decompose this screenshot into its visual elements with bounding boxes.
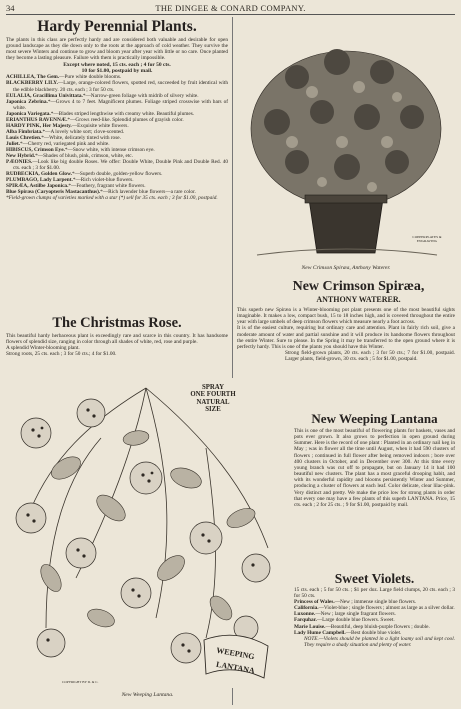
spray-label-line3: NATURAL (196, 398, 230, 406)
list-item: EULALIA, Gracillima Univittata.*—Narrow-green foliage with midrib of silvery white. (6, 92, 199, 99)
company-name: THE DINGEE & CONARD COMPANY. (155, 3, 306, 13)
christmas-rose-price: Strong roots, 25 cts. each ; 3 for 50 cts.; 4 for $1.00. (6, 351, 117, 358)
violets-title: Sweet Violets. (334, 571, 415, 586)
list-item: Luxonne.—New ; large single fragrant flowers. (294, 611, 396, 618)
perennial-section (6, 17, 228, 202)
list-item: Louis Chretien.*—White, delicately tinted with rose. (6, 134, 121, 141)
perennial-intro: The plants in this class are perfectly hardy and are considered both valuable and desirable for open ground landscape as they die down only to the roots at the approach of cold weather. They survive the most severe Winters and continue to grow and bloom year after year with little or no care. Once planted they become a lasting pleasure. Failure with them is practically impossible. (6, 37, 228, 62)
spiraea-body2: It is of the easiest culture, requiring but ordinary care and attention. Plant in fairly rich soil, give a moderate amount of water and partial sunshine and it will produce its handsome flowers throughout the entire Winter. Sure to please. In the Spring it may be transferred to the open ground where it is perfectly hardy. This is one of the plants you should have this Winter. (237, 325, 455, 350)
lantana-title: New Weeping Lantana (311, 411, 438, 426)
spiraea-title: New Crimson Spiræa, (292, 279, 425, 294)
spiraea-subtitle: ANTHONY WATERER. (316, 295, 401, 304)
christmas-rose-body2: A splendid Winter-blooming plant. (6, 345, 80, 352)
list-item: Princess of Wales.—New ; immense single blue flowers. (294, 599, 417, 606)
christmas-rose-body: This beautiful hardy herbaceous plant is exceedingly rare and scarce in this country. It has handsome flowers of splendid size, ranging in color through all shades of white, red, rose and purple. (6, 333, 228, 346)
perennial-price-line1: Except where noted, 15 cts. each ; 4 for 50 cts. (63, 61, 171, 68)
spray-label (182, 384, 244, 414)
lantana-copyright: COPYRIGHT BY D. & C. (62, 680, 99, 684)
list-item: Japonica Zebrina.*—Grows 4 to 7 feet. Magnificent plumes. Foliage striped crosswise with bars of white. (6, 98, 228, 111)
header-rule (6, 14, 455, 15)
spray-label-line1: SPRAY (201, 384, 225, 391)
spiraea-drawing (237, 17, 455, 261)
list-item: Alba Fimbriata.*—A lovely white sort; clove-scented. (6, 128, 125, 135)
perennial-price (6, 62, 228, 75)
engraver-mark: COPPERPLATES & ENGRAVING (412, 235, 442, 243)
violets-note: NOTE.—Violets should be planted in a light loamy soil and kept cool. They require a shady situation and plenty of water. (304, 635, 455, 648)
list-item: ACHILLEA, The Gem.—Pure white double blooms. (6, 74, 122, 81)
list-item: HARDY PINK, Her Majesty.—Exquisite white flowers. (6, 122, 129, 129)
spiraea-section (262, 279, 455, 305)
list-item: Farquhar.—Large double blue flowers. Sweet. (294, 617, 395, 624)
spiraea-caption: New Crimson Spiræa, Anthony Waterer. (301, 265, 391, 271)
list-item: RUDBECKIA, Golden Glow.*—Superb double, golden-yellow flowers. (6, 171, 163, 178)
list-item: Juliet.*—Cherry red, variegated pink and white. (6, 140, 110, 147)
lantana-caption: New Weeping Lantana. (121, 692, 174, 698)
list-item: Blue Spiræa (Caryopteris Mastacanthus).*—Rich lavender blue flowers—a rare color. (6, 189, 196, 196)
lantana-drawing (6, 378, 289, 688)
lantana-illustration (6, 378, 289, 688)
violets-section (294, 570, 455, 648)
list-item: ERIANTHUS RAVENNÆ.*—Grows reed-like. Splendid plumes of grayish color. (6, 116, 184, 123)
perennial-price-line2: 10 for $1.00, postpaid by mail. (81, 68, 153, 75)
spiraea-body: This superb new Spiræa is a Winter-blooming pot plant presents one of the most beautiful sights imaginable. It makes a low, compact bush, 15 to 18 inches high, and is covered throughout the entire year with large umbels of deep crimson flowers which measure nearly a foot across. (237, 307, 455, 326)
list-item: California.—Violet-blue ; single flowers ; almost as large as a silver dollar. (294, 605, 455, 612)
list-item: Japonica Variegata.*—Blades striped lengthwise with creamy white. Beautiful plumes. (6, 110, 195, 117)
spray-label-line4: SIZE (205, 406, 221, 414)
violets-price: 15 cts. each ; 5 for 50 cts. ; $1 per doz. Large field clumps, 20 cts. each ; 3 for 50 cts. (294, 587, 455, 600)
lantana-section (294, 411, 455, 508)
perennial-note: *Field-grown clumps of varieties marked with a star (*) sell for 35 cts. each ; 3 for $1.00, postpaid. (6, 195, 218, 202)
perennial-title: Hardy Perennial Plants. (37, 18, 197, 35)
spiraea-illustration (237, 17, 455, 261)
list-item: Lady Hume Campbell.—Best double blue violet. (294, 629, 402, 636)
lantana-body: This is one of the most beautiful of flowering plants for baskets, vases and pots ever grown. It also grows to perfection in open ground during Summer. Here is the record of one plant : Planted in an ordinary nail keg in May ; was in flower all the time until August, when it had 590 clusters of flowers ; continued in full flower after being removed indoors ; bore over 400 clusters in October, and in December over 300. At this time every young branch was cut off to propagate, but on January 14 it had 100 beautiful new clusters. The plant has a most graceful drooping habit, and with its wonderful rapidity and blooms persistently Winter and Summer, producing a cluster of flowers at each leaf. Color delicate, clear lilac-pink. Very distinct and pretty. We make the price low for strong plants in order that every one may have a few plants of this superb LANTANA. Price, 15 cts. each ; 2 for 25 cts. ; 9 for $1.00, postpaid by mail. (294, 428, 455, 508)
violets-list (294, 599, 455, 635)
banner-word-weeping: WEEPING (215, 645, 256, 662)
list-item: SPIRÆA, Astilbe Japonica.*—Feathery, fragrant white flowers. (6, 183, 146, 190)
page-number: 34 (6, 3, 15, 13)
banner-word-lantana: LANTANA (215, 659, 256, 676)
list-item: Marie Louise.—Beautiful, deep bluish-purple flowers ; double. (294, 623, 430, 630)
spray-label-line2: ONE FOURTH (190, 391, 236, 399)
lantana-banner (204, 635, 268, 678)
spiraea-price: Strong field-grown plants, 20 cts. each ; 3 for 50 cts.; 7 for $1.00, postpaid. Larger plants, field-grown, 30 cts. each ; 5 for $1.00, postpaid. (285, 350, 455, 363)
list-item: PLUMBAGO, Lady Larpent.*—Rich violet-blue flowers. (6, 177, 134, 184)
list-item: New Hybrid.*—Shades of blush, pink, crimson, white, etc. (6, 153, 133, 160)
page-header (6, 3, 455, 13)
christmas-rose-section (6, 314, 228, 358)
list-item: HIBISCUS, Crimson Eye.*—Snow white, with intense crimson eye. (6, 147, 155, 153)
perennial-list (6, 74, 228, 195)
list-item: BLACKBERRY LILY.—Large, orange-colored flowers, spotted red, succeeded by fruit identical with the edible blackberry. 20 cts. each ; 3 for 50 cts. (6, 80, 229, 93)
christmas-rose-title: The Christmas Rose. (52, 315, 182, 331)
spiraea-text (237, 307, 455, 362)
list-item: PÆONIES.—Look like big double Roses. We offer: Double White, Double Pink and Double Red. 40 cts. each ; 3 for $1.00. (6, 159, 228, 172)
